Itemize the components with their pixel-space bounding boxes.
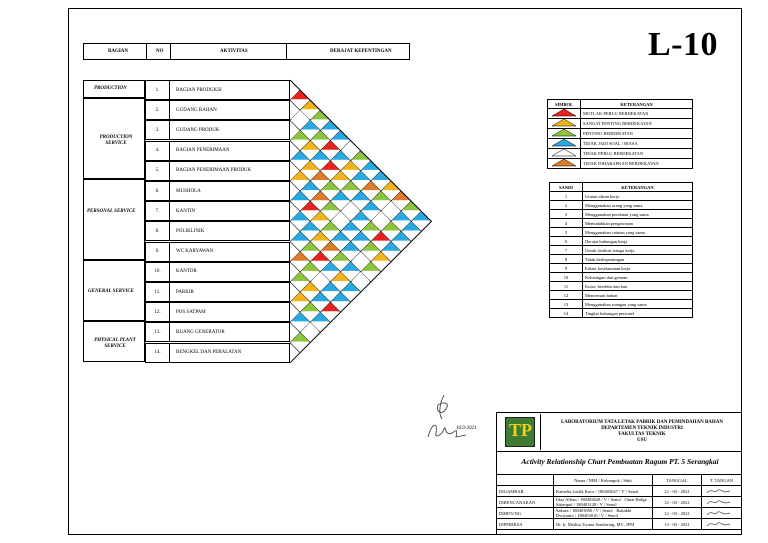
symbol-legend bbox=[547, 99, 693, 169]
logo-letters: TP bbox=[509, 420, 533, 440]
symbol-swatch bbox=[548, 159, 581, 169]
reason-desc: Kebisingan dan getaran bbox=[583, 273, 693, 282]
lab-logo bbox=[498, 414, 541, 450]
symbol-row bbox=[548, 159, 693, 169]
symbol-desc: TIDAK PERLU BERDEKATAN bbox=[581, 149, 693, 159]
activity-no: 9. bbox=[146, 243, 170, 261]
header-bagian: BAGIAN bbox=[108, 49, 129, 54]
activity-no: 3. bbox=[146, 121, 170, 139]
group-production-service-label: PRODUCTION SERVICE bbox=[99, 135, 133, 146]
symbol-row bbox=[548, 129, 693, 139]
activity-name: WC KARYAWAN bbox=[176, 249, 214, 255]
group-physical-plant-label: PHYSICAL PLANT SERVICE bbox=[94, 338, 136, 349]
symbol-swatch bbox=[548, 109, 581, 119]
symbol-desc: SANGAT PENTING BERDEKATAN bbox=[581, 119, 693, 129]
reason-row bbox=[550, 219, 693, 228]
group-personal-service-label: PERSONAL SERVICE bbox=[87, 209, 136, 214]
group-production-label: PRODUCTION bbox=[94, 86, 127, 91]
symbol-swatch bbox=[548, 149, 581, 159]
symbol-row bbox=[548, 119, 693, 129]
reason-row bbox=[550, 309, 693, 318]
activity-no: 1. bbox=[146, 81, 170, 99]
activity-no: 10. bbox=[146, 263, 170, 281]
activity-name: BAGIAN PENERIMAAN bbox=[176, 148, 230, 154]
col-name-head: Nama / NIM / Kelompok / Shitt bbox=[554, 475, 653, 486]
reason-row bbox=[550, 273, 693, 282]
activity-no: 14. bbox=[146, 344, 170, 362]
symbol-swatch bbox=[548, 129, 581, 139]
symbol-head: SIMBOL bbox=[548, 100, 581, 109]
reason-desc: Tingkat hubungan personel bbox=[583, 309, 693, 318]
approval-role: DIGAMBAR bbox=[497, 486, 554, 497]
reason-desc: Menggunakan catatan yang sama bbox=[583, 228, 693, 237]
activity-no: 7. bbox=[146, 202, 170, 220]
chart-title: Activity Relationship Chart Pembuatan Ragum PT. 5 Serangkai bbox=[521, 457, 719, 466]
reason-code: 2 bbox=[550, 201, 583, 210]
reason-row bbox=[550, 291, 693, 300]
approval-name: Dr. Ir. Meilita Tryana Sembiring, MT., IPM bbox=[554, 519, 653, 530]
activity-name: POS SATPAM bbox=[176, 309, 206, 315]
lab-line4: USU bbox=[636, 438, 647, 443]
reason-code: 3 bbox=[550, 210, 583, 219]
symbol-desc: TIDAK JADI SOAL / BIASA bbox=[581, 139, 693, 149]
col-date-head: TANGGAL bbox=[653, 475, 702, 486]
activity-no: 8. bbox=[146, 222, 170, 240]
reason-desc: Menggunakan peralatan yang sama bbox=[583, 210, 693, 219]
approval-date: 12 - 03 - 2021 bbox=[653, 508, 702, 519]
reason-code: 7 bbox=[550, 246, 583, 255]
reason-table bbox=[549, 182, 693, 318]
approval-signature bbox=[702, 497, 742, 508]
reason-desc-head: KETERANGAN bbox=[583, 183, 693, 192]
approval-signature bbox=[702, 486, 742, 497]
activity-name: POLIKLINIK bbox=[176, 228, 205, 234]
approval-name: Sakura / 180403050 / V / Senol · Rakakhi Dwiyanto / 180403010 / V / Senol bbox=[554, 508, 653, 519]
activity-name: KANTOR bbox=[176, 269, 197, 275]
header-derajat: DERAJAT KEPENTINGAN bbox=[330, 49, 392, 54]
activity-name: MUSHOLA bbox=[176, 188, 201, 194]
symbol-swatch bbox=[548, 139, 581, 149]
reason-desc: Menggunakan ruangan yang sama bbox=[583, 300, 693, 309]
reason-row bbox=[550, 201, 693, 210]
reason-row bbox=[550, 237, 693, 246]
reason-code: 1 bbox=[550, 192, 583, 201]
reason-desc: Untuk fasilitas tenaga kerja bbox=[583, 246, 693, 255]
reason-desc: Kotor, berdebu dan bau bbox=[583, 282, 693, 291]
lab-line2: DEPARTEMEN TEKNIK INDUSTRI bbox=[601, 426, 683, 431]
reason-code: 5 bbox=[550, 228, 583, 237]
activity-no: 4. bbox=[146, 142, 170, 160]
reason-code: 4 bbox=[550, 219, 583, 228]
sheet-code: L-10 bbox=[648, 26, 718, 63]
reason-desc: Urutan aliran kerja bbox=[583, 192, 693, 201]
symbol-row bbox=[548, 109, 693, 119]
approval-signature bbox=[702, 508, 742, 519]
approval-row bbox=[497, 486, 742, 497]
handwritten-signature bbox=[422, 393, 482, 443]
activity-name: KANTIN bbox=[176, 208, 196, 214]
reason-row bbox=[550, 210, 693, 219]
symbol-desc: MUTLAK PERLU BERDEKATAN bbox=[581, 109, 693, 119]
col-sign-head: T. TANGAN bbox=[702, 475, 742, 486]
activity-name: GUDANG BAHAN bbox=[176, 107, 217, 113]
reason-code: 14 bbox=[550, 309, 583, 318]
activity-name: BAGIAN PENERIMAAN PRODUK bbox=[176, 168, 252, 174]
reason-row bbox=[550, 228, 693, 237]
lab-line1: LABORATORIUM TATA LETAK PABRIK DAN PEMINDAHAN BAHAN bbox=[560, 420, 724, 425]
activity-no: 12. bbox=[146, 303, 170, 321]
activity-name: PARKIR bbox=[176, 289, 194, 295]
reason-row bbox=[550, 264, 693, 273]
activity-no: 2. bbox=[146, 101, 170, 119]
symbol-desc-head: KETERANGAN bbox=[581, 100, 693, 109]
approval-row bbox=[497, 508, 742, 519]
reason-code: 8 bbox=[550, 255, 583, 264]
header-aktivitas: AKTIVITAS bbox=[220, 49, 248, 54]
reason-code: 12 bbox=[550, 291, 583, 300]
approval-table bbox=[496, 474, 742, 530]
reason-code: 10 bbox=[550, 273, 583, 282]
symbol-row bbox=[548, 149, 693, 159]
approval-signature bbox=[702, 519, 742, 530]
reason-row bbox=[550, 300, 693, 309]
reason-desc: Tidak berkepentingan bbox=[583, 255, 693, 264]
reason-desc: Derajat hubungan kerja bbox=[583, 237, 693, 246]
activity-name: BENGKEL DAN PERALATAN bbox=[176, 350, 242, 356]
reason-desc: Menggunakan orang yang sama bbox=[583, 201, 693, 210]
activity-no: 13. bbox=[146, 323, 170, 341]
group-general-service-label: GENERAL SERVICE bbox=[88, 289, 134, 294]
activity-name: BAGIAN PRODUKSI bbox=[176, 87, 222, 93]
approval-row bbox=[497, 497, 742, 508]
approval-row bbox=[497, 519, 742, 530]
symbol-row bbox=[548, 139, 693, 149]
approval-name: Kamelia Lutfik Kaco / 180403027 / V / Senol bbox=[554, 486, 653, 497]
symbol-desc: PENTING BERDEKATAN bbox=[581, 129, 693, 139]
reason-code: 6 bbox=[550, 237, 583, 246]
signature-date: 16/3-2021 bbox=[456, 426, 477, 431]
activity-no: 11. bbox=[146, 283, 170, 301]
symbol-desc: TIDAK DIHARAPKAN BERDEKATAN bbox=[581, 159, 693, 169]
approval-role: DIHITUNG bbox=[497, 508, 554, 519]
activity-name: RUANG GENERATOR bbox=[176, 329, 225, 335]
approval-name: Ilfaz Alfian / 180403028 / V / Senol · Omar Rolga Sitompul / 180403128 / V / Senol bbox=[554, 497, 653, 508]
approval-date: 13 - 03 - 2021 bbox=[653, 519, 702, 530]
reason-code: 9 bbox=[550, 264, 583, 273]
approval-role: DIRENCANAKAN bbox=[497, 497, 554, 508]
approval-date: 12 - 03 - 2021 bbox=[653, 497, 702, 508]
reason-code: 13 bbox=[550, 300, 583, 309]
reason-row bbox=[550, 192, 693, 201]
reason-desc: Faktor keselamatan kerja bbox=[583, 264, 693, 273]
reason-row bbox=[550, 255, 693, 264]
symbol-swatch bbox=[548, 119, 581, 129]
header-no: NO bbox=[156, 49, 164, 54]
reason-desc: Memudahkan pengawasan bbox=[583, 219, 693, 228]
reason-code: 11 bbox=[550, 282, 583, 291]
reason-desc: Mencemari bahan bbox=[583, 291, 693, 300]
reason-code-head: SANDI bbox=[550, 183, 583, 192]
approval-role: DIPERIKSA bbox=[497, 519, 554, 530]
activity-no: 5. bbox=[146, 162, 170, 180]
approval-date: 12 - 03 - 2021 bbox=[653, 486, 702, 497]
activity-no: 6. bbox=[146, 182, 170, 200]
reason-row bbox=[550, 282, 693, 291]
relationship-symbol bbox=[291, 90, 309, 99]
lab-line3: FAKULTAS TEKNIK bbox=[618, 432, 666, 437]
reason-row bbox=[550, 246, 693, 255]
activity-name: GUDANG PRODUK bbox=[176, 127, 220, 133]
